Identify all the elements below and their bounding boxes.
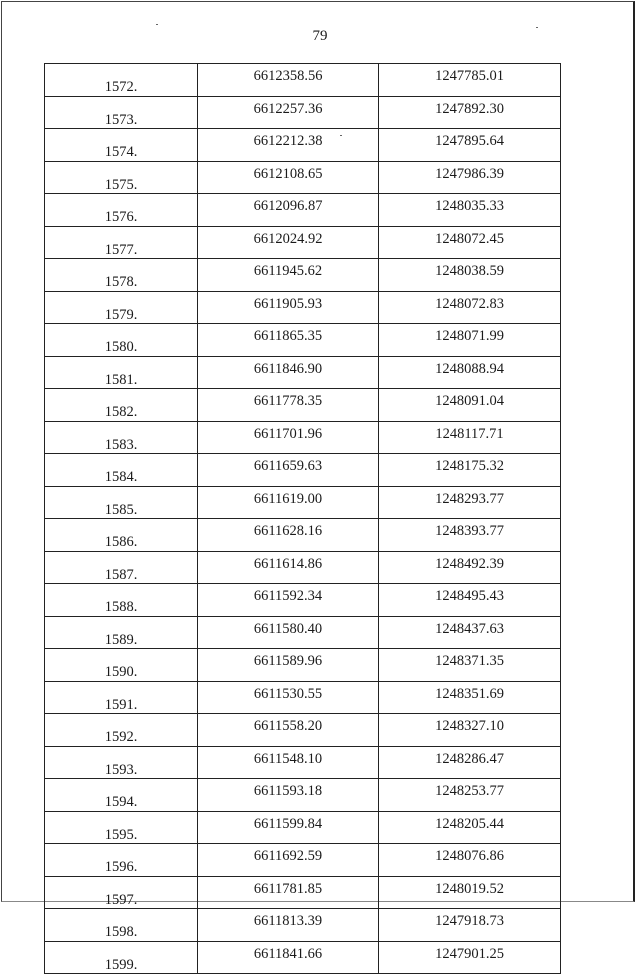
- point-number-cell: 1593.: [45, 746, 198, 779]
- x-coordinate-cell: 6611592.34: [198, 584, 379, 617]
- point-number-cell: 1582.: [45, 389, 198, 422]
- point-number-cell: 1589.: [45, 616, 198, 649]
- table-row: [45, 779, 561, 812]
- point-number-cell: 1579.: [45, 291, 198, 324]
- y-coordinate-cell: 1248437.63: [379, 616, 561, 649]
- point-number-cell: 1580.: [45, 324, 198, 357]
- y-coordinate-cell: 1248286.47: [379, 746, 561, 779]
- y-coordinate-cell: 1248071.99: [379, 324, 561, 357]
- point-number-cell: 1576.: [45, 194, 198, 227]
- x-coordinate-cell: 6611589.96: [198, 649, 379, 682]
- point-number-cell: 1585.: [45, 486, 198, 519]
- x-coordinate-cell: 6611701.96: [198, 421, 379, 454]
- y-coordinate-cell: 1247895.64: [379, 129, 561, 162]
- x-coordinate-cell: 6611614.86: [198, 551, 379, 584]
- y-coordinate-cell: 1247892.30: [379, 96, 561, 129]
- y-coordinate-cell: 1247901.25: [379, 941, 561, 974]
- point-number-cell: 1594.: [45, 779, 198, 812]
- x-coordinate-cell: 6611813.39: [198, 909, 379, 942]
- table-row: [45, 486, 561, 519]
- point-number-cell: 1592.: [45, 714, 198, 747]
- x-coordinate-cell: 6611580.40: [198, 616, 379, 649]
- point-number-cell: 1591.: [45, 681, 198, 714]
- x-coordinate-cell: 6611841.66: [198, 941, 379, 974]
- point-number-cell: 1577.: [45, 226, 198, 259]
- y-coordinate-cell: 1248035.33: [379, 194, 561, 227]
- table-row: [45, 746, 561, 779]
- table-row: [45, 356, 561, 389]
- x-coordinate-cell: 6612212.38: [198, 129, 379, 162]
- x-coordinate-cell: 6611781.85: [198, 876, 379, 909]
- table-row: [45, 681, 561, 714]
- x-coordinate-cell: 6611558.20: [198, 714, 379, 747]
- y-coordinate-cell: 1248205.44: [379, 811, 561, 844]
- x-coordinate-cell: 6611659.63: [198, 454, 379, 487]
- y-coordinate-cell: 1248351.69: [379, 681, 561, 714]
- y-coordinate-cell: 1248117.71: [379, 421, 561, 454]
- x-coordinate-cell: 6612096.87: [198, 194, 379, 227]
- table-row: [45, 519, 561, 552]
- point-number-cell: 1590.: [45, 649, 198, 682]
- point-number-cell: 1597.: [45, 876, 198, 909]
- y-coordinate-cell: 1248495.43: [379, 584, 561, 617]
- point-number-cell: 1588.: [45, 584, 198, 617]
- x-coordinate-cell: 6611778.35: [198, 389, 379, 422]
- x-coordinate-cell: 6611548.10: [198, 746, 379, 779]
- x-coordinate-cell: 6611619.00: [198, 486, 379, 519]
- y-coordinate-cell: 1248091.04: [379, 389, 561, 422]
- table-row: [45, 194, 561, 227]
- point-number-cell: 1584.: [45, 454, 198, 487]
- x-coordinate-cell: 6611945.62: [198, 259, 379, 292]
- y-coordinate-cell: 1248072.83: [379, 291, 561, 324]
- table-row: [45, 649, 561, 682]
- page-number: 79: [312, 28, 328, 44]
- table-row: [45, 324, 561, 357]
- y-coordinate-cell: 1248175.32: [379, 454, 561, 487]
- table-row: [45, 876, 561, 909]
- y-coordinate-cell: 1248019.52: [379, 876, 561, 909]
- point-number-cell: 1572.: [45, 64, 198, 97]
- y-coordinate-cell: 1247918.73: [379, 909, 561, 942]
- table-row: [45, 454, 561, 487]
- table-row: [45, 291, 561, 324]
- x-coordinate-cell: 6612358.56: [198, 64, 379, 97]
- table-row: [45, 844, 561, 877]
- y-coordinate-cell: 1248393.77: [379, 519, 561, 552]
- table-row: [45, 616, 561, 649]
- point-number-cell: 1574.: [45, 129, 198, 162]
- y-coordinate-cell: 1248492.39: [379, 551, 561, 584]
- point-number-cell: 1578.: [45, 259, 198, 292]
- x-coordinate-cell: 6612024.92: [198, 226, 379, 259]
- x-coordinate-cell: 6612108.65: [198, 161, 379, 194]
- scan-speck: [156, 24, 158, 25]
- point-number-cell: 1575.: [45, 161, 198, 194]
- point-number-cell: 1586.: [45, 519, 198, 552]
- x-coordinate-cell: 6611599.84: [198, 811, 379, 844]
- y-coordinate-cell: 1248038.59: [379, 259, 561, 292]
- point-number-cell: 1599.: [45, 941, 198, 974]
- table-row: [45, 551, 561, 584]
- point-number-cell: 1598.: [45, 909, 198, 942]
- y-coordinate-cell: 1248076.86: [379, 844, 561, 877]
- table-row: [45, 96, 561, 129]
- point-number-cell: 1587.: [45, 551, 198, 584]
- table-row: [45, 714, 561, 747]
- x-coordinate-cell: 6611865.35: [198, 324, 379, 357]
- y-coordinate-cell: 1247785.01: [379, 64, 561, 97]
- y-coordinate-cell: 1248253.77: [379, 779, 561, 812]
- table-row: [45, 129, 561, 162]
- table-row: [45, 941, 561, 974]
- y-coordinate-cell: 1248072.45: [379, 226, 561, 259]
- table-row: [45, 259, 561, 292]
- x-coordinate-cell: 6611628.16: [198, 519, 379, 552]
- table-row: [45, 389, 561, 422]
- y-coordinate-cell: 1248088.94: [379, 356, 561, 389]
- table-row: [45, 811, 561, 844]
- x-coordinate-cell: 6611692.59: [198, 844, 379, 877]
- x-coordinate-cell: 6611530.55: [198, 681, 379, 714]
- point-number-cell: 1573.: [45, 96, 198, 129]
- coordinates-table: [44, 63, 561, 974]
- point-number-cell: 1583.: [45, 421, 198, 454]
- point-number-cell: 1581.: [45, 356, 198, 389]
- y-coordinate-cell: 1248293.77: [379, 486, 561, 519]
- point-number-cell: 1596.: [45, 844, 198, 877]
- point-number-cell: 1595.: [45, 811, 198, 844]
- x-coordinate-cell: 6611846.90: [198, 356, 379, 389]
- table-row: [45, 161, 561, 194]
- y-coordinate-cell: 1248371.35: [379, 649, 561, 682]
- y-coordinate-cell: 1247986.39: [379, 161, 561, 194]
- table-row: [45, 909, 561, 942]
- coordinates-table-body: [45, 64, 561, 974]
- table-row: [45, 64, 561, 97]
- x-coordinate-cell: 6611593.18: [198, 779, 379, 812]
- y-coordinate-cell: 1248327.10: [379, 714, 561, 747]
- x-coordinate-cell: 6611905.93: [198, 291, 379, 324]
- table-row: [45, 226, 561, 259]
- x-coordinate-cell: 6612257.36: [198, 96, 379, 129]
- table-row: [45, 421, 561, 454]
- table-row: [45, 584, 561, 617]
